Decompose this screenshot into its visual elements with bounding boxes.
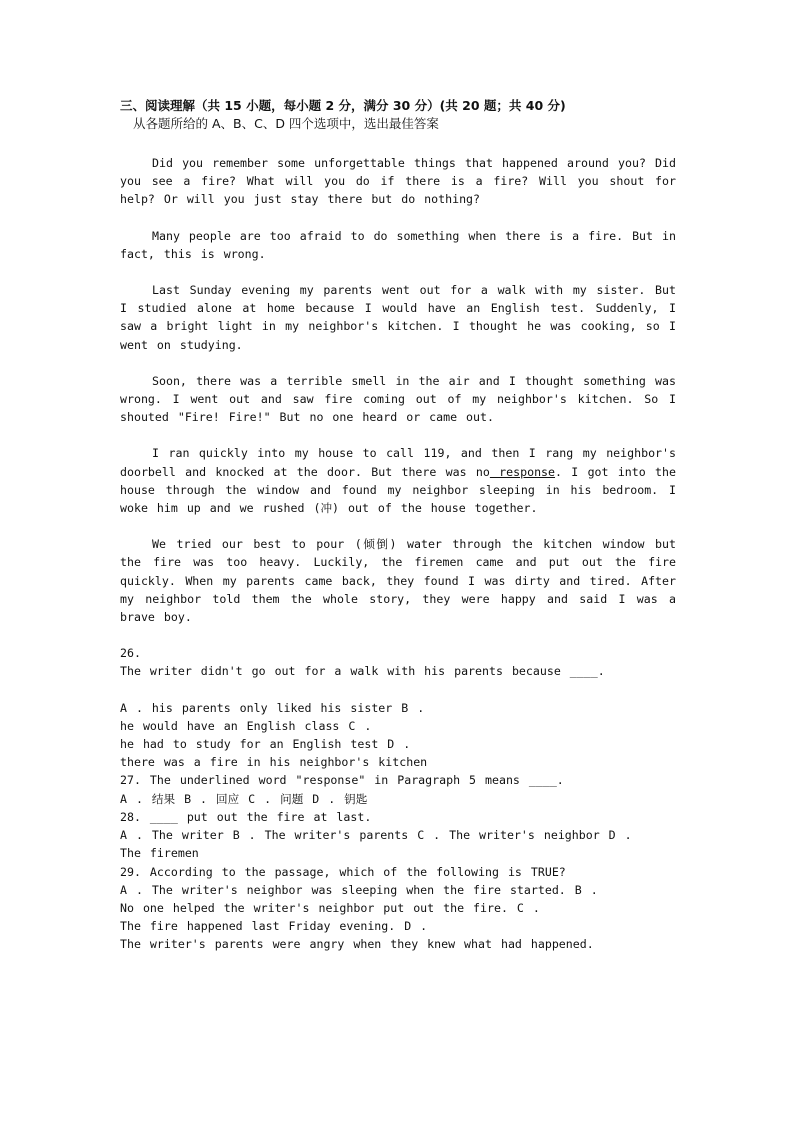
question-26-option-line: A . his parents only liked his sister B . <box>120 700 425 715</box>
section-title: 三、阅读理解（共 15 小题，每小题 2 分，满分 30 分）(共 20 题；共 40 分) <box>120 98 566 113</box>
exam-page <box>120 97 676 954</box>
passage-paragraph-1: Did you remember some unforgettable things that happened around you? Did you see a fire? What will you do if there is a fire? Will you shout for help? Or will you just stay there but do nothing? <box>120 156 676 207</box>
question-28-stem: 28. ____ put out the fire at last. <box>120 809 372 824</box>
passage-paragraph-4: Soon, there was a terrible smell in the air and I thought something was wrong. I went out and saw fire coming out of my neighbor's kitchen. So I shouted "Fire! Fire!" But no one heard or came out. <box>120 373 676 425</box>
question-26-option-line: he would have an English class C . <box>120 718 372 733</box>
passage-paragraph-3: Last Sunday evening my parents went out for a walk with my sister. But I studied alone at home because I would have an English test. Suddenly, I saw a bright light in my neighbor's kitchen. I thought he was cooking, so I went on studying. <box>120 283 676 352</box>
instruction-text: 从各题所给的 A、B、C、D 四个选项中，选出最佳答案 <box>133 116 439 131</box>
question-26-number: 26. <box>120 646 141 661</box>
question-28-option-line: A . The writer B . The writer's parents C . The writer's neighbor D . <box>120 828 632 843</box>
question-28-option-line: The firemen <box>120 846 199 861</box>
passage-paragraph-5 <box>120 444 676 517</box>
question-26-option-line: there was a fire in his neighbor's kitchen <box>120 755 428 770</box>
question-29-stem: 29. According to the passage, which of the following is TRUE? <box>120 864 566 879</box>
passage-paragraph-2: Many people are too afraid to do something when there is a fire. But in fact, this is wrong. <box>120 228 676 261</box>
p5-after: . I got into the house through the window and found my neighbor sleeping in his bedroom. I woke him up and we rushed (冲) out of the house together. <box>120 464 676 516</box>
question-27-stem: 27. The underlined word "response" in Paragraph 5 means ____. <box>120 773 564 788</box>
p5-before: I ran quickly into my house to call 119, and then I rang my neighbor's doorbell and knocked at the door. But there was no <box>120 446 676 479</box>
question-26-stem: The writer didn't go out for a walk with his parents because ____. <box>120 664 605 679</box>
question-26-option-line: he had to study for an English test D . <box>120 737 411 752</box>
underlined-response: response <box>489 464 556 479</box>
question-29-option-line: The writer's parents were angry when they knew what had happened. <box>120 937 594 952</box>
question-27-options: A . 结果 B . 回应 C . 问题 D . 钥匙 <box>120 791 368 806</box>
question-29-option-line: The fire happened last Friday evening. D . <box>120 919 428 934</box>
question-29-option-line: No one helped the writer's neighbor put out the fire. C . <box>120 900 540 915</box>
passage-paragraph-6: We tried our best to pour (倾倒) water through the kitchen window but the fire was too heavy. Luckily, the firemen came and put out the fire quickly. When my parents came back, they found I was dirty and tired. After my neighbor told them the whole story, they were happy and said I was a brave boy. <box>120 537 676 625</box>
question-29-option-line: A . The writer's neighbor was sleeping when the fire started. B . <box>120 882 598 897</box>
